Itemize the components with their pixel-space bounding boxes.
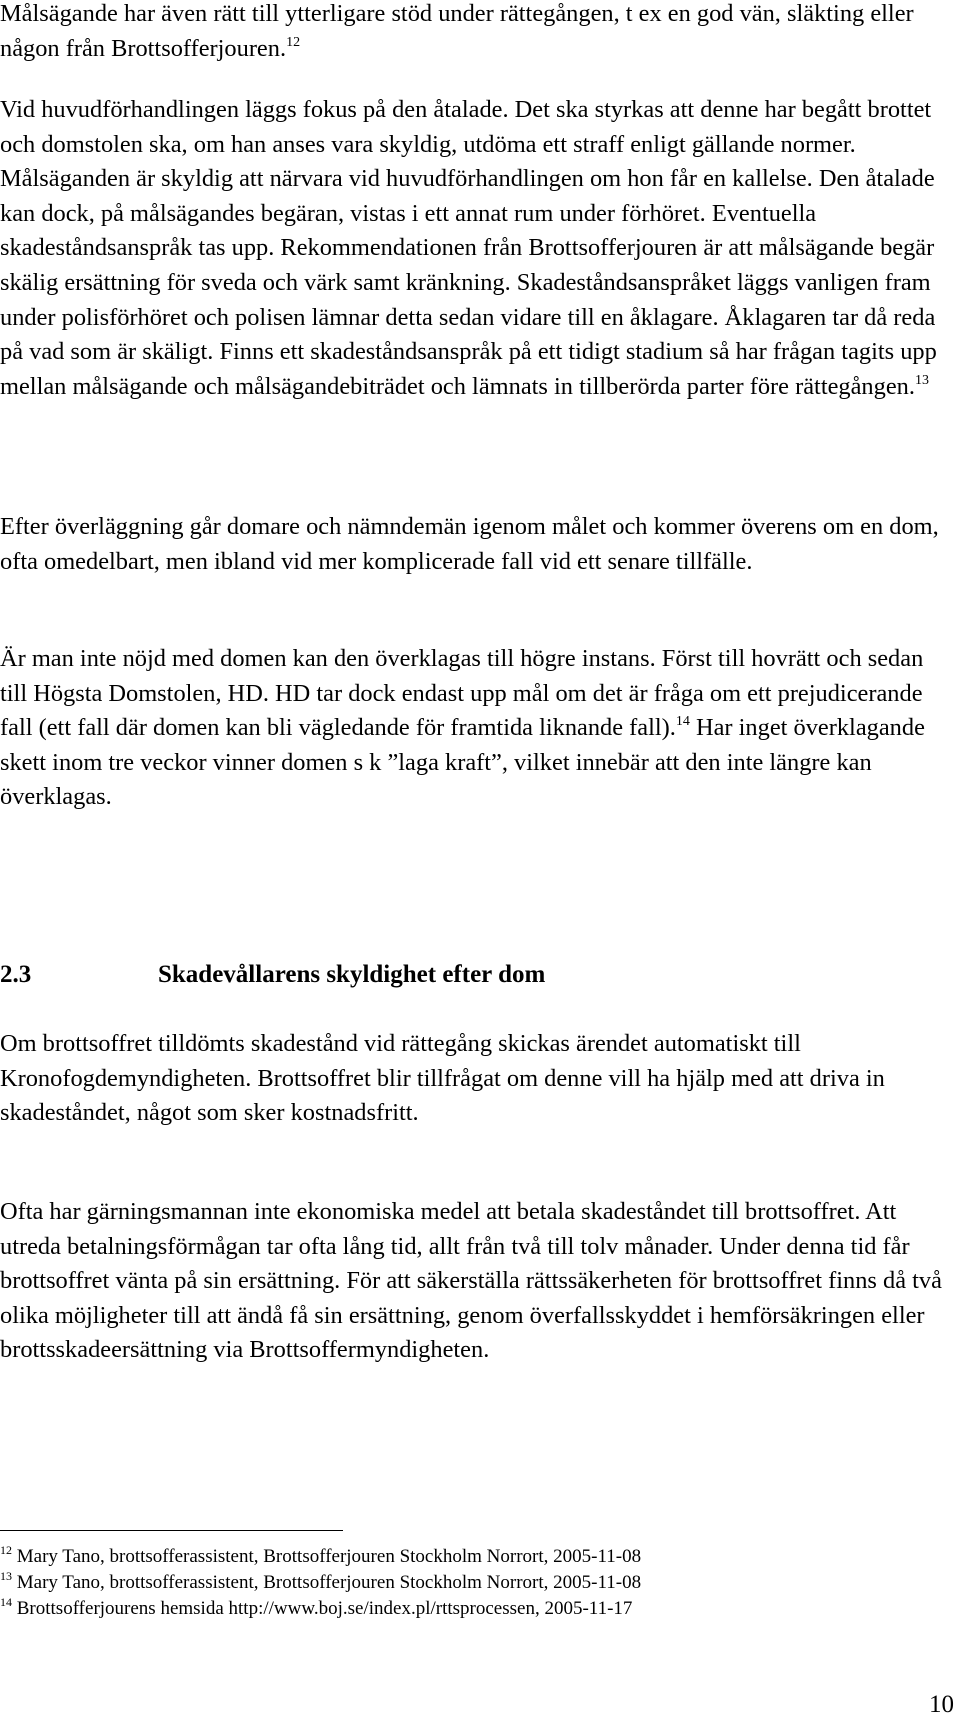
footnote-number: 13 bbox=[0, 1569, 12, 1583]
paragraph-deliberation bbox=[0, 510, 950, 579]
paragraph-text: Ofta har gärningsmannan inte ekonomiska medel att betala skadeståndet till brottsoffret. Att utreda betalningsförmågan tar ofta lång tid, allt från två till tolv månader. Under denna tid får brottsoffret vänta på sin ersättning. För att säkerställa rättssäkerheten för brottsoffret finns då två olika möjligheter till att ändå få sin ersättning, genom överfallsskyddet i hemförsäkringen eller brottsskadeersättning via Brottsoffermyndigheten. bbox=[0, 1198, 942, 1364]
footnote-text: Brottsofferjourens hemsida http://www.boj.se/index.pl/rttsprocessen, 2005-11-17 bbox=[16, 1598, 633, 1619]
paragraph-text: Vid huvudförhandlingen läggs fokus på den åtalade. Det ska styrkas att denne har begått brottet och domstolen ska, om han anses vara skyldig, utdöma ett straff enligt gällande normer. Målsäganden är skyldig att närvara vid huvudförhandlingen om hon får en kallelse. Den åtalade kan dock, på målsägandes begäran, vistas i ett annat rum under förhöret. Eventuella skadeståndsanspråk tas upp. Rekommendationen från Brottsofferjouren är att målsägande begär skälig ersättning för sveda och värk samt kränkning. Skadeståndsanspråket läggs vanligen fram under polisförhöret och polisen lämnar detta sedan vidare till en åklagare. Åklagaren tar då reda på vad som är skäligt. Finns ett skadeståndsanspråk på ett tidigt stadium så har frågan tagits upp mellan målsägande och målsägandebiträdet och lämnats in tillberörda parter före rättegången. bbox=[0, 96, 937, 400]
footnote-13 bbox=[0, 1570, 950, 1596]
footnote-reference: 13 bbox=[914, 372, 929, 388]
footnote-reference: 12 bbox=[286, 34, 301, 50]
paragraph-text: Om brottsoffret tilldömts skadestånd vid rättegång skickas ärendet automatiskt till Kronofogdemyndigheten. Brottsoffret blir tillfrågat om denne vill ha hjälp med att driva in skadeståndet, något som sker kostnadsfritt. bbox=[0, 1030, 885, 1127]
section-heading bbox=[0, 958, 545, 992]
footnote-12 bbox=[0, 1544, 950, 1570]
footnote-text: Mary Tano, brottsofferassistent, Brottsofferjouren Stockholm Norrort, 2005-11-08 bbox=[16, 1572, 642, 1593]
footnote-14 bbox=[0, 1596, 950, 1622]
footnote-text: Mary Tano, brottsofferassistent, Brottsofferjouren Stockholm Norrort, 2005-11-08 bbox=[16, 1546, 642, 1567]
paragraph-support bbox=[0, 0, 950, 66]
footnote-separator bbox=[0, 1530, 343, 1531]
footnote-number: 12 bbox=[0, 1543, 12, 1557]
section-number: 2.3 bbox=[0, 961, 32, 988]
paragraph-text: Målsägande har även rätt till ytterligare stöd under rättegången, t ex en god vän, släkting eller någon från Brottsofferjouren. bbox=[0, 0, 914, 62]
paragraph-text-continued: Har inget överklagande skett inom tre veckor vinner domen s k ”laga kraft”, vilket innebär att den inte längre kan överklagas. bbox=[0, 714, 925, 811]
page-number: 10 bbox=[929, 1691, 954, 1718]
paragraph-compensation bbox=[0, 1195, 950, 1368]
footnotes bbox=[0, 1544, 950, 1622]
paragraph-enforcement bbox=[0, 1027, 950, 1131]
paragraph-appeal bbox=[0, 642, 950, 815]
footnote-reference: 14 bbox=[675, 714, 690, 730]
paragraph-text: Är man inte nöjd med domen kan den överklagas till högre instans. Först till hovrätt och sedan till Högsta Domstolen, HD. HD tar dock endast upp mål om det är fråga om ett prejudicerande fall (ett fall där domen kan bli vägledande för framtida liknande fall). bbox=[0, 645, 924, 742]
paragraph-main-hearing bbox=[0, 93, 950, 404]
section-title: Skadevållarens skyldighet efter dom bbox=[158, 961, 546, 988]
paragraph-text: Efter överläggning går domare och nämndemän igenom målet och kommer överens om en dom, ofta omedelbart, men ibland vid mer komplicerade fall vid ett senare tillfälle. bbox=[0, 513, 939, 575]
footnote-number: 14 bbox=[0, 1595, 12, 1609]
